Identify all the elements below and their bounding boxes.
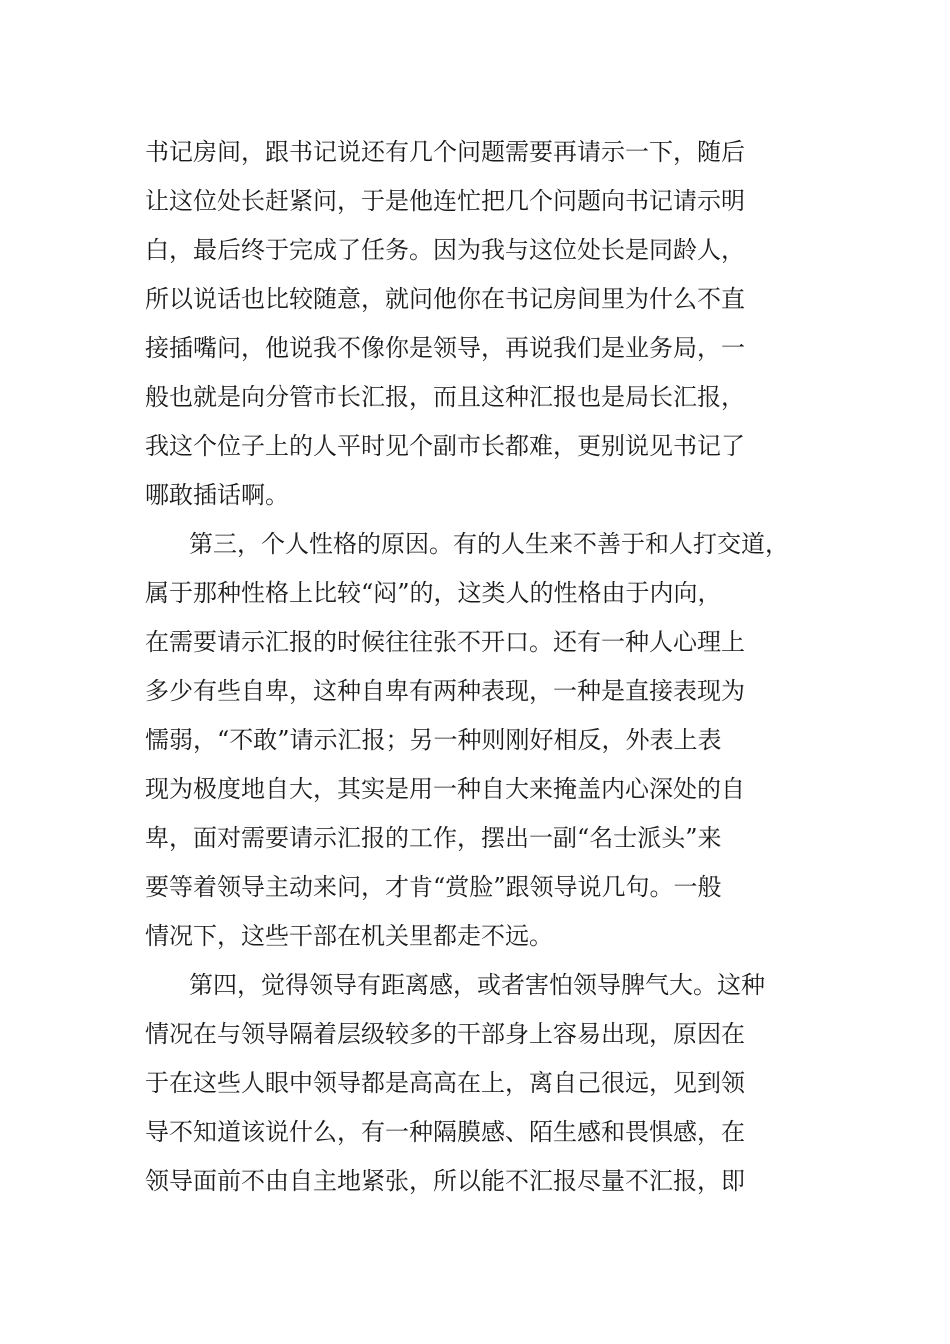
text-line: 于在这些人眼中领导都是高高在上，离自己很远，见到领: [145, 1069, 745, 1097]
text-line: 情况下，这些干部在机关里都走不远。: [145, 922, 553, 950]
paragraph-start-line: 第四，觉得领导有距离感，或者害怕领导脾气大。这种: [189, 971, 765, 999]
text-line: 哪敢插话啊。: [145, 481, 289, 509]
text-line: 让这位处长赶紧问，于是他连忙把几个问题向书记请示明: [145, 187, 745, 215]
text-line: 接插嘴问，他说我不像你是领导，再说我们是业务局，一: [145, 334, 745, 362]
paragraph-start-line: 第三，个人性格的原因。有的人生来不善于和人打交道，: [189, 530, 789, 558]
text-line: 卑，面对需要请示汇报的工作，摆出一副“名士派头”来: [145, 824, 722, 852]
text-line: 般也就是向分管市长汇报，而且这种汇报也是局长汇报，: [145, 383, 745, 411]
text-line: 现为极度地自大，其实是用一种自大来掩盖内心深处的自: [145, 775, 745, 803]
text-line: 懦弱，“不敢”请示汇报；另一种则刚好相反，外表上表: [145, 726, 722, 754]
text-line: 所以说话也比较随意，就问他你在书记房间里为什么不直: [145, 285, 745, 313]
text-line: 白，最后终于完成了任务。因为我与这位处长是同龄人，: [145, 236, 745, 264]
text-line: 情况在与领导隔着层级较多的干部身上容易出现，原因在: [145, 1020, 745, 1048]
text-line: 书记房间，跟书记说还有几个问题需要再请示一下，随后: [145, 138, 745, 166]
text-line: 属于那种性格上比较“闷”的，这类人的性格由于内向，: [145, 579, 722, 607]
text-line: 领导面前不由自主地紧张，所以能不汇报尽量不汇报，即: [145, 1167, 745, 1195]
text-line: 我这个位子上的人平时见个副市长都难，更别说见书记了: [145, 432, 745, 460]
body-text: [145, 128, 810, 1206]
text-line: 多少有些自卑，这种自卑有两种表现，一种是直接表现为: [145, 677, 745, 705]
text-line: 在需要请示汇报的时候往往张不开口。还有一种人心理上: [145, 628, 745, 656]
text-line: 导不知道该说什么，有一种隔膜感、陌生感和畏惧感，在: [145, 1118, 745, 1146]
text-line: 要等着领导主动来问，才肯“赏脸”跟领导说几句。一般: [145, 873, 722, 901]
